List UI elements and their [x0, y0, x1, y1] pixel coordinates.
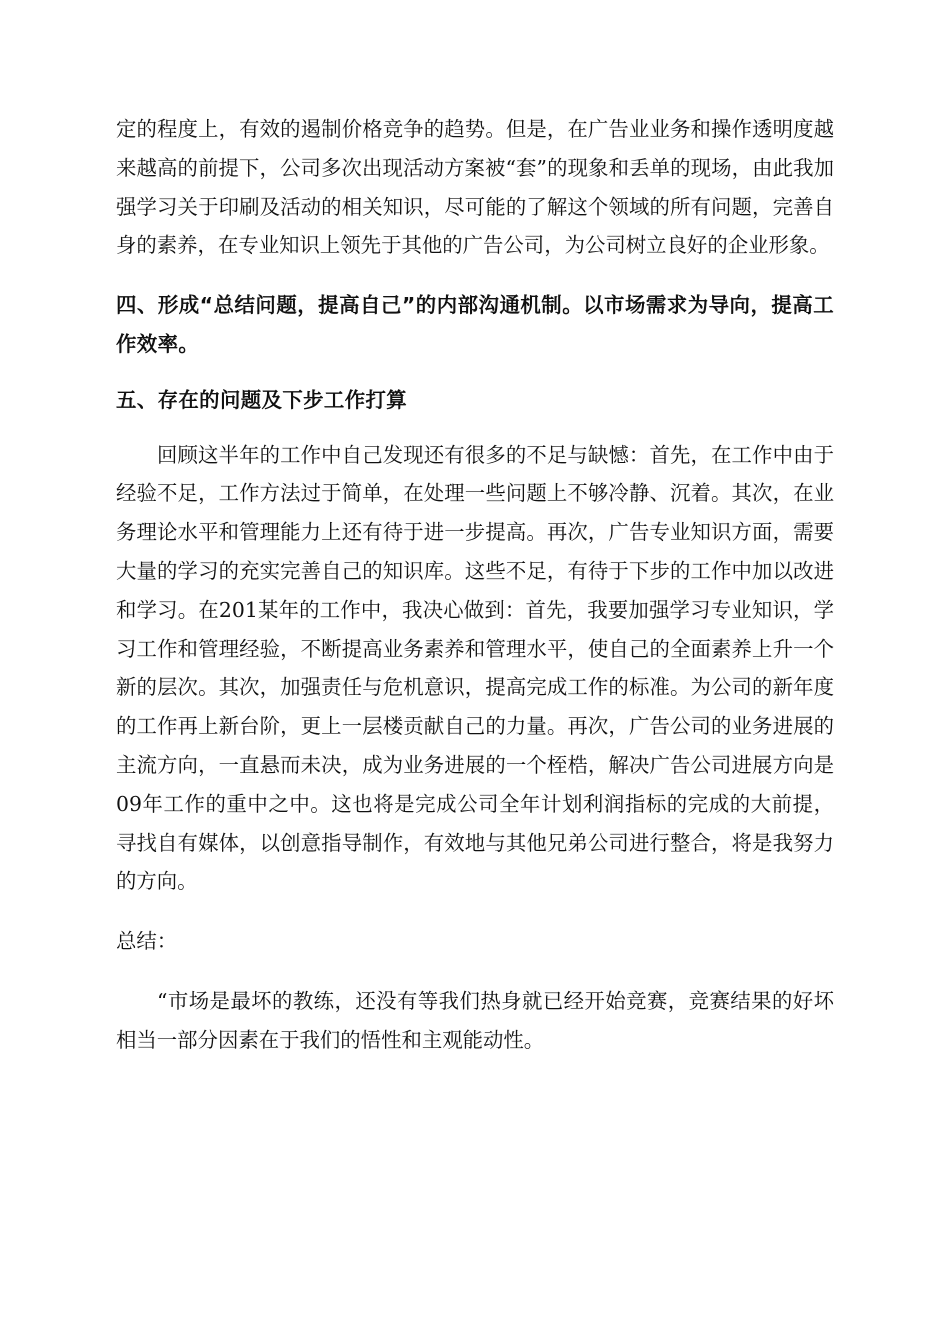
body-paragraph-summary-quote: “市场是最坏的教练，还没有等我们热身就已经开始竞赛，竞赛结果的好坏相当一部分因素在于我们的悟性和主观能动性。	[116, 988, 834, 1052]
section-heading-problems-and-plans: 五、存在的问题及下步工作打算	[116, 387, 408, 412]
summary-label: 总结：	[116, 929, 178, 954]
body-paragraph-competition: 定的程度上，有效的遏制价格竞争的趋势。但是，在广告业业务和操作透明度越来越高的前提下，公司多次出现活动方案被“套”的现象和丢单的现场，由此我加强学习关于印刷及活动的相关知识，尽可能的了解这个领域的所有问题，完善自身的素养，在专业知识上领先于其他的广告公司，为公司树立良好的企业形象。	[116, 117, 834, 258]
document-page	[116, 110, 834, 1060]
body-paragraph-review: 回顾这半年的工作中自己发现还有很多的不足与缺憾：首先，在工作中由于经验不足，工作方法过于简单，在处理一些问题上不够冷静、沉着。其次，在业务理论水平和管理能力上还有待于进一步提高。再次，广告专业知识方面，需要大量的学习的充实完善自己的知识库。这些不足，有待于下步的工作中加以改进和学习。在201某年的工作中，我决心做到：首先，我要加强学习专业知识，学习工作和管理经验，不断提高业务素养和管理水平，使自己的全面素养上升一个新的层次。其次，加强责任与危机意识，提高完成工作的标准。为公司的新年度的工作再上新台阶，更上一层楼贡献自己的力量。再次，广告公司的业务进展的主流方向，一直悬而未决，成为业务进展的一个桎梏，解决广告公司进展方向是09年工作的重中之中。这也将是完成公司全年计划利润指标的完成的大前提，寻找自有媒体，以创意指导制作，有效地与其他兄弟公司进行整合，将是我努力的方向。	[116, 442, 834, 894]
section-heading-communication-mechanism: 四、形成“总结问题，提高自己”的内部沟通机制。以市场需求为导向，提高工作效率。	[116, 293, 834, 356]
